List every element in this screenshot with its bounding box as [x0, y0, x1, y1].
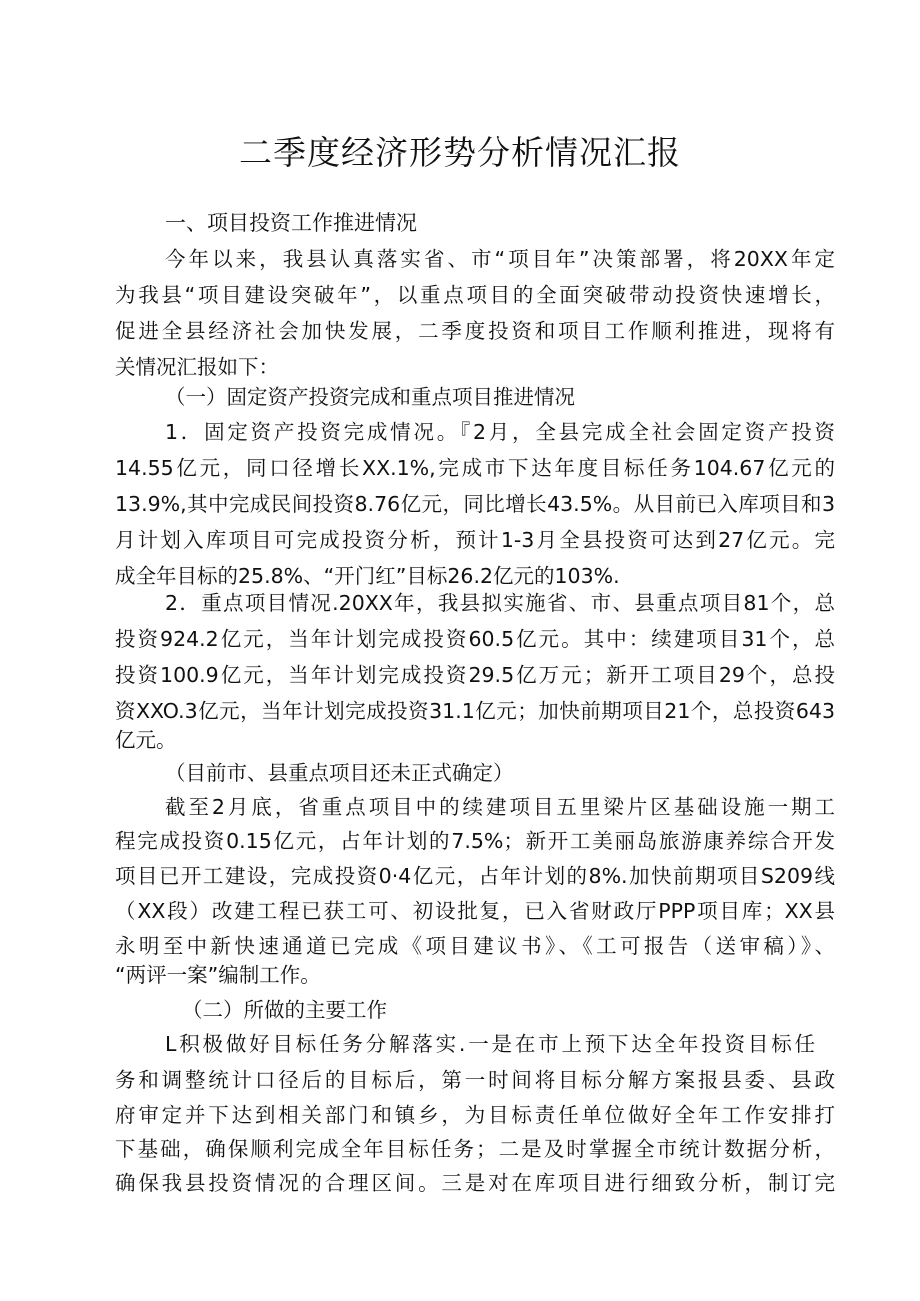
paragraph-1-line-2: 为我县“项目建设突破年”，以重点项目的全面突破带动投资快速增长，: [115, 283, 835, 307]
subsection-heading-1: （一）固定资产投资完成和重点项目推进情况: [165, 385, 575, 409]
paragraph-2-line-3: 13.9%,其中完成民间投资8.76亿元，同比增长43.5%。从目前已入库项目和3: [115, 492, 835, 516]
paragraph-3-line-5: 亿元。: [115, 728, 177, 752]
document-title: 二季度经济形势分析情况汇报: [239, 133, 681, 172]
paragraph-4-line-1: 截至2月底，省重点项目中的续建项目五里梁片区基础设施一期工: [165, 795, 835, 819]
paragraph-3-line-3: 投资100.9亿元，当年计划完成投资29.5亿万元；新开工项目29个，总投: [115, 663, 835, 687]
paragraph-1-line-1: 今年以来，我县认真落实省、市“项目年”决策部署，将20XX年定: [165, 247, 835, 271]
note-line: （目前市、县重点项目还未正式确定）: [165, 761, 514, 785]
paragraph-5-line-4: 下基础，确保顺利完成全年目标任务；二是及时掌握全市统计数据分析，: [115, 1137, 835, 1161]
paragraph-1-line-4: 关情况汇报如下：: [115, 355, 279, 379]
paragraph-5-line-3: 府审定并下达到相关部门和镇乡，为目标责任单位做好全年工作安排打: [115, 1103, 835, 1127]
paragraph-4-line-6: “两评一案”编制工作。: [115, 963, 321, 987]
paragraph-3-line-1: 2．重点项目情况.20XX年，我县拟实施省、市、县重点项目81个，总: [165, 591, 835, 615]
paragraph-2-line-2: 14.55亿元，同口径增长XX.1%,完成市下达年度目标任务104.67亿元的: [115, 456, 835, 480]
paragraph-2-line-5: 成全年目标的25.8%、“开门红”目标26.2亿元的103%.: [115, 564, 620, 588]
paragraph-3-line-4: 资XXO.3亿元，当年计划完成投资31.1亿元；加快前期项目21个，总投资643: [115, 699, 835, 723]
paragraph-5-line-5: 确保我县投资情况的合理区间。三是对在库项目进行细致分析，制订完: [115, 1171, 835, 1195]
section-heading-1: 一、项目投资工作推进情况: [165, 211, 417, 235]
paragraph-4-line-3: 项目已开工建设，完成投资0·4亿元，占年计划的8%.加快前期项目S209线: [115, 864, 835, 888]
subsection-heading-2: （二）所做的主要工作: [182, 998, 387, 1022]
paragraph-4-line-5: 永明至中新快速通道已完成《项目建议书》、《工可报告（送审稿）》、: [115, 934, 835, 958]
paragraph-2-line-1: 1．固定资产投资完成情况。『2月，全县完成全社会固定资产投资: [165, 420, 835, 444]
paragraph-5-line-2: 务和调整统计口径后的目标后，第一时间将目标分解方案报县委、县政: [115, 1068, 835, 1092]
paragraph-5-line-1: L积极做好目标任务分解落实.一是在市上预下达全年投资目标任: [165, 1032, 815, 1056]
paragraph-4-line-2: 程完成投资0.15亿元，占年计划的7.5%；新开工美丽岛旅游康养综合开发: [115, 829, 835, 853]
paragraph-4-line-4: （XX段）改建工程已获工可、初设批复，已入省财政厅PPP项目库；XX县: [115, 899, 835, 923]
paragraph-3-line-2: 投资924.2亿元，当年计划完成投资60.5亿元。其中：续建项目31个，总: [115, 627, 835, 651]
paragraph-1-line-3: 促进全县经济社会加快发展，二季度投资和项目工作顺利推进，现将有: [115, 319, 835, 343]
paragraph-2-line-4: 月计划入库项目可完成投资分析，预计1-3月全县投资可达到27亿元。完: [115, 528, 835, 552]
